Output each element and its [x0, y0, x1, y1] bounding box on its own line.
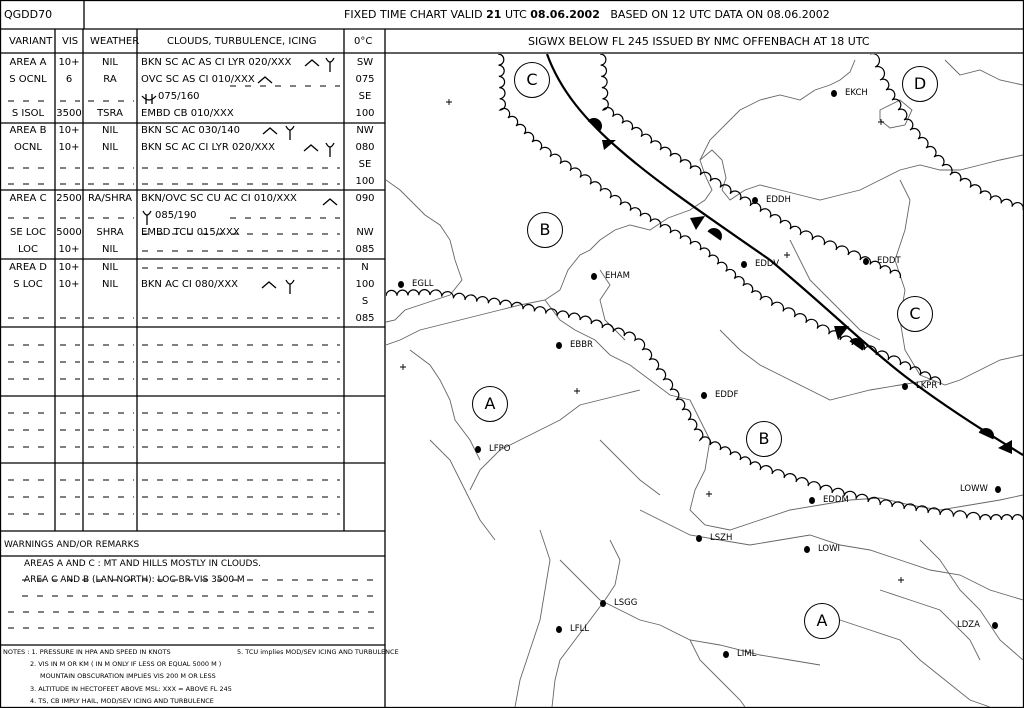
- station-lfll: LFLL: [570, 624, 590, 634]
- col-variant: VARIANT: [9, 36, 53, 47]
- remark-line: AREA C AND B (LAN NORTH): LOC BR VIS 3500 M: [24, 575, 245, 585]
- station-lkpr: LKPR: [916, 381, 938, 391]
- cell-variant: OCNL: [14, 142, 42, 153]
- station-eham: EHAM: [605, 271, 630, 281]
- cell-clouds: 085/190: [155, 210, 197, 221]
- chart-id: QGDD70: [4, 8, 53, 21]
- note-2b: MOUNTAIN OBSCURATION IMPLIES VIS 200 M OR LESS: [40, 672, 216, 680]
- station-marker: [475, 446, 481, 453]
- cell-weather: RA/SHRA: [87, 193, 132, 204]
- cell-freezing-level: 085: [355, 244, 375, 255]
- station-lszh: LSZH: [710, 533, 733, 543]
- cell-freezing-level: 080: [355, 142, 375, 153]
- remark-line: AREAS A AND C : MT AND HILLS MOSTLY IN CLOUDS.: [24, 559, 262, 569]
- note-1: NOTES : 1. PRESSURE IN HPA AND SPEED IN KNOTS: [3, 648, 171, 656]
- station-egll: EGLL: [412, 279, 434, 289]
- cell-clouds: BKN SC AC CI LYR 020/XXX: [141, 142, 276, 153]
- station-lfpo: LFPO: [489, 444, 511, 454]
- station-marker: [831, 90, 837, 97]
- cell-freezing-level: 100: [355, 108, 375, 119]
- area-label-c: C: [897, 296, 933, 332]
- station-marker: [741, 261, 747, 268]
- station-marker: [591, 273, 597, 280]
- cell-freezing-level: 100: [355, 279, 375, 290]
- cell-freezing-level: SW: [356, 57, 374, 68]
- cell-variant: AREA C: [9, 193, 47, 204]
- cell-variant: S OCNL: [9, 74, 47, 85]
- col-clouds: CLOUDS, TURBULENCE, ICING: [167, 36, 317, 47]
- station-marker: [701, 392, 707, 399]
- station-lsgg: LSGG: [614, 598, 638, 608]
- station-marker: [723, 651, 729, 658]
- station-marker: [398, 281, 404, 288]
- cell-weather: NIL: [101, 57, 118, 68]
- cell-weather: NIL: [101, 279, 118, 290]
- station-marker: [752, 197, 758, 204]
- cell-vis: 10+: [58, 244, 80, 255]
- cell-vis: 10+: [58, 142, 80, 153]
- station-marker: [992, 622, 998, 629]
- note-4: 4. TS, CB IMPLY HAIL, MOD/SEV ICING AND TURBULENCE: [30, 697, 214, 705]
- validity-utc: UTC: [504, 8, 527, 21]
- station-marker: [696, 535, 702, 542]
- cell-variant: AREA B: [9, 125, 47, 136]
- cell-vis: 10+: [58, 279, 80, 290]
- area-label-a: A: [804, 603, 840, 639]
- station-liml: LIML: [737, 649, 757, 659]
- note-2: 2. VIS IN M OR KM ( IN M ONLY IF LESS OR EQUAL 5000 M ): [30, 660, 222, 668]
- cell-weather: NIL: [101, 125, 118, 136]
- cell-clouds: 075/160: [158, 91, 200, 102]
- note-5: 5. TCU implies MOD/SEV ICING AND TURBULENCE: [237, 648, 399, 656]
- station-loww: LOWW: [960, 484, 988, 494]
- cloud-area-boundaries: [386, 54, 1023, 520]
- cell-clouds: BKN SC AC 030/140: [141, 125, 240, 136]
- cell-vis: 2500: [56, 193, 82, 204]
- cell-variant: AREA D: [9, 262, 47, 273]
- cell-vis: 10+: [58, 125, 80, 136]
- based-on: BASED ON 12 UTC DATA ON 08.06.2002: [610, 8, 830, 21]
- station-marker: [809, 497, 815, 504]
- cell-freezing-level: SE: [358, 91, 372, 102]
- cell-clouds: BKN/OVC SC CU AC CI 010/XXX: [141, 193, 297, 204]
- cell-vis: 3500: [56, 108, 82, 119]
- cloud-boundary-line: [870, 54, 1023, 210]
- station-marker: [556, 342, 562, 349]
- cell-vis: 10+: [58, 57, 80, 68]
- area-label-d: D: [902, 66, 938, 102]
- cell-variant: LOC: [17, 244, 39, 255]
- cell-clouds: OVC SC AS CI 010/XXX: [141, 74, 255, 85]
- station-lowi: LOWI: [818, 544, 841, 554]
- cell-variant: S LOC: [13, 279, 43, 290]
- area-label-b: B: [746, 421, 782, 457]
- cell-freezing-level: S: [361, 296, 369, 307]
- cell-freezing-level: 090: [355, 193, 375, 204]
- cell-clouds: EMBD CB 010/XXX: [141, 108, 234, 119]
- validity-prefix: FIXED TIME CHART VALID: [344, 8, 483, 21]
- col-vis: VIS: [62, 36, 79, 47]
- station-eddh: EDDH: [766, 195, 791, 205]
- col-weather: WEATHER: [90, 36, 140, 47]
- cell-freezing-level: N: [361, 262, 369, 273]
- col-freezing-level: 0°C: [354, 36, 373, 47]
- cell-weather: SHRA: [96, 227, 124, 238]
- area-label-b: B: [527, 212, 563, 248]
- station-eddv: EDDV: [755, 259, 780, 269]
- cell-vis: 5000: [56, 227, 82, 238]
- cell-freezing-level: SE: [358, 159, 372, 170]
- station-marker: [600, 600, 606, 607]
- cell-variant: S ISOL: [11, 108, 45, 119]
- station-marker: [902, 383, 908, 390]
- station-marker: [556, 626, 562, 633]
- cell-freezing-level: NW: [356, 125, 374, 136]
- area-label-a: A: [472, 386, 508, 422]
- cell-freezing-level: 100: [355, 176, 375, 187]
- cell-weather: RA: [103, 74, 117, 85]
- area-label-c: C: [514, 62, 550, 98]
- valid-hour: 21: [486, 8, 502, 21]
- note-3: 3. ALTITUDE IN HECTOFEET ABOVE MSL: XXX = ABOVE FL 245: [30, 685, 232, 693]
- station-ldza: LDZA: [957, 620, 980, 630]
- cell-vis: 10+: [58, 262, 80, 273]
- station-eddt: EDDT: [877, 256, 901, 266]
- remarks-title: WARNINGS AND/OR REMARKS: [4, 540, 140, 550]
- cell-freezing-level: 085: [355, 313, 375, 324]
- cell-freezing-level: 075: [355, 74, 375, 85]
- station-marker: [995, 486, 1001, 493]
- cell-clouds: BKN AC CI 080/XXX: [141, 279, 239, 290]
- station-marker: [804, 546, 810, 553]
- station-marker: [863, 258, 869, 265]
- station-ekch: EKCH: [845, 88, 868, 98]
- cell-variant: SE LOC: [10, 227, 46, 238]
- map-subtitle: SIGWX BELOW FL 245 ISSUED BY NMC OFFENBACH AT 18 UTC: [528, 35, 870, 48]
- cell-variant: AREA A: [9, 57, 47, 68]
- cell-vis: 6: [65, 74, 73, 85]
- cell-weather: NIL: [101, 142, 118, 153]
- cell-weather: NIL: [101, 244, 118, 255]
- valid-date: 08.06.2002: [530, 8, 600, 21]
- cell-clouds: EMBD TCU 015/XXX: [141, 227, 240, 238]
- cloud-boundary-line: [498, 54, 941, 385]
- station-eddf: EDDF: [715, 390, 739, 400]
- cell-weather: NIL: [101, 262, 118, 273]
- cell-clouds: BKN SC AC AS CI LYR 020/XXX: [141, 57, 292, 68]
- station-eddm: EDDM: [823, 495, 849, 505]
- cell-freezing-level: NW: [356, 227, 374, 238]
- cell-weather: TSRA: [97, 108, 123, 119]
- station-ebbr: EBBR: [570, 340, 593, 350]
